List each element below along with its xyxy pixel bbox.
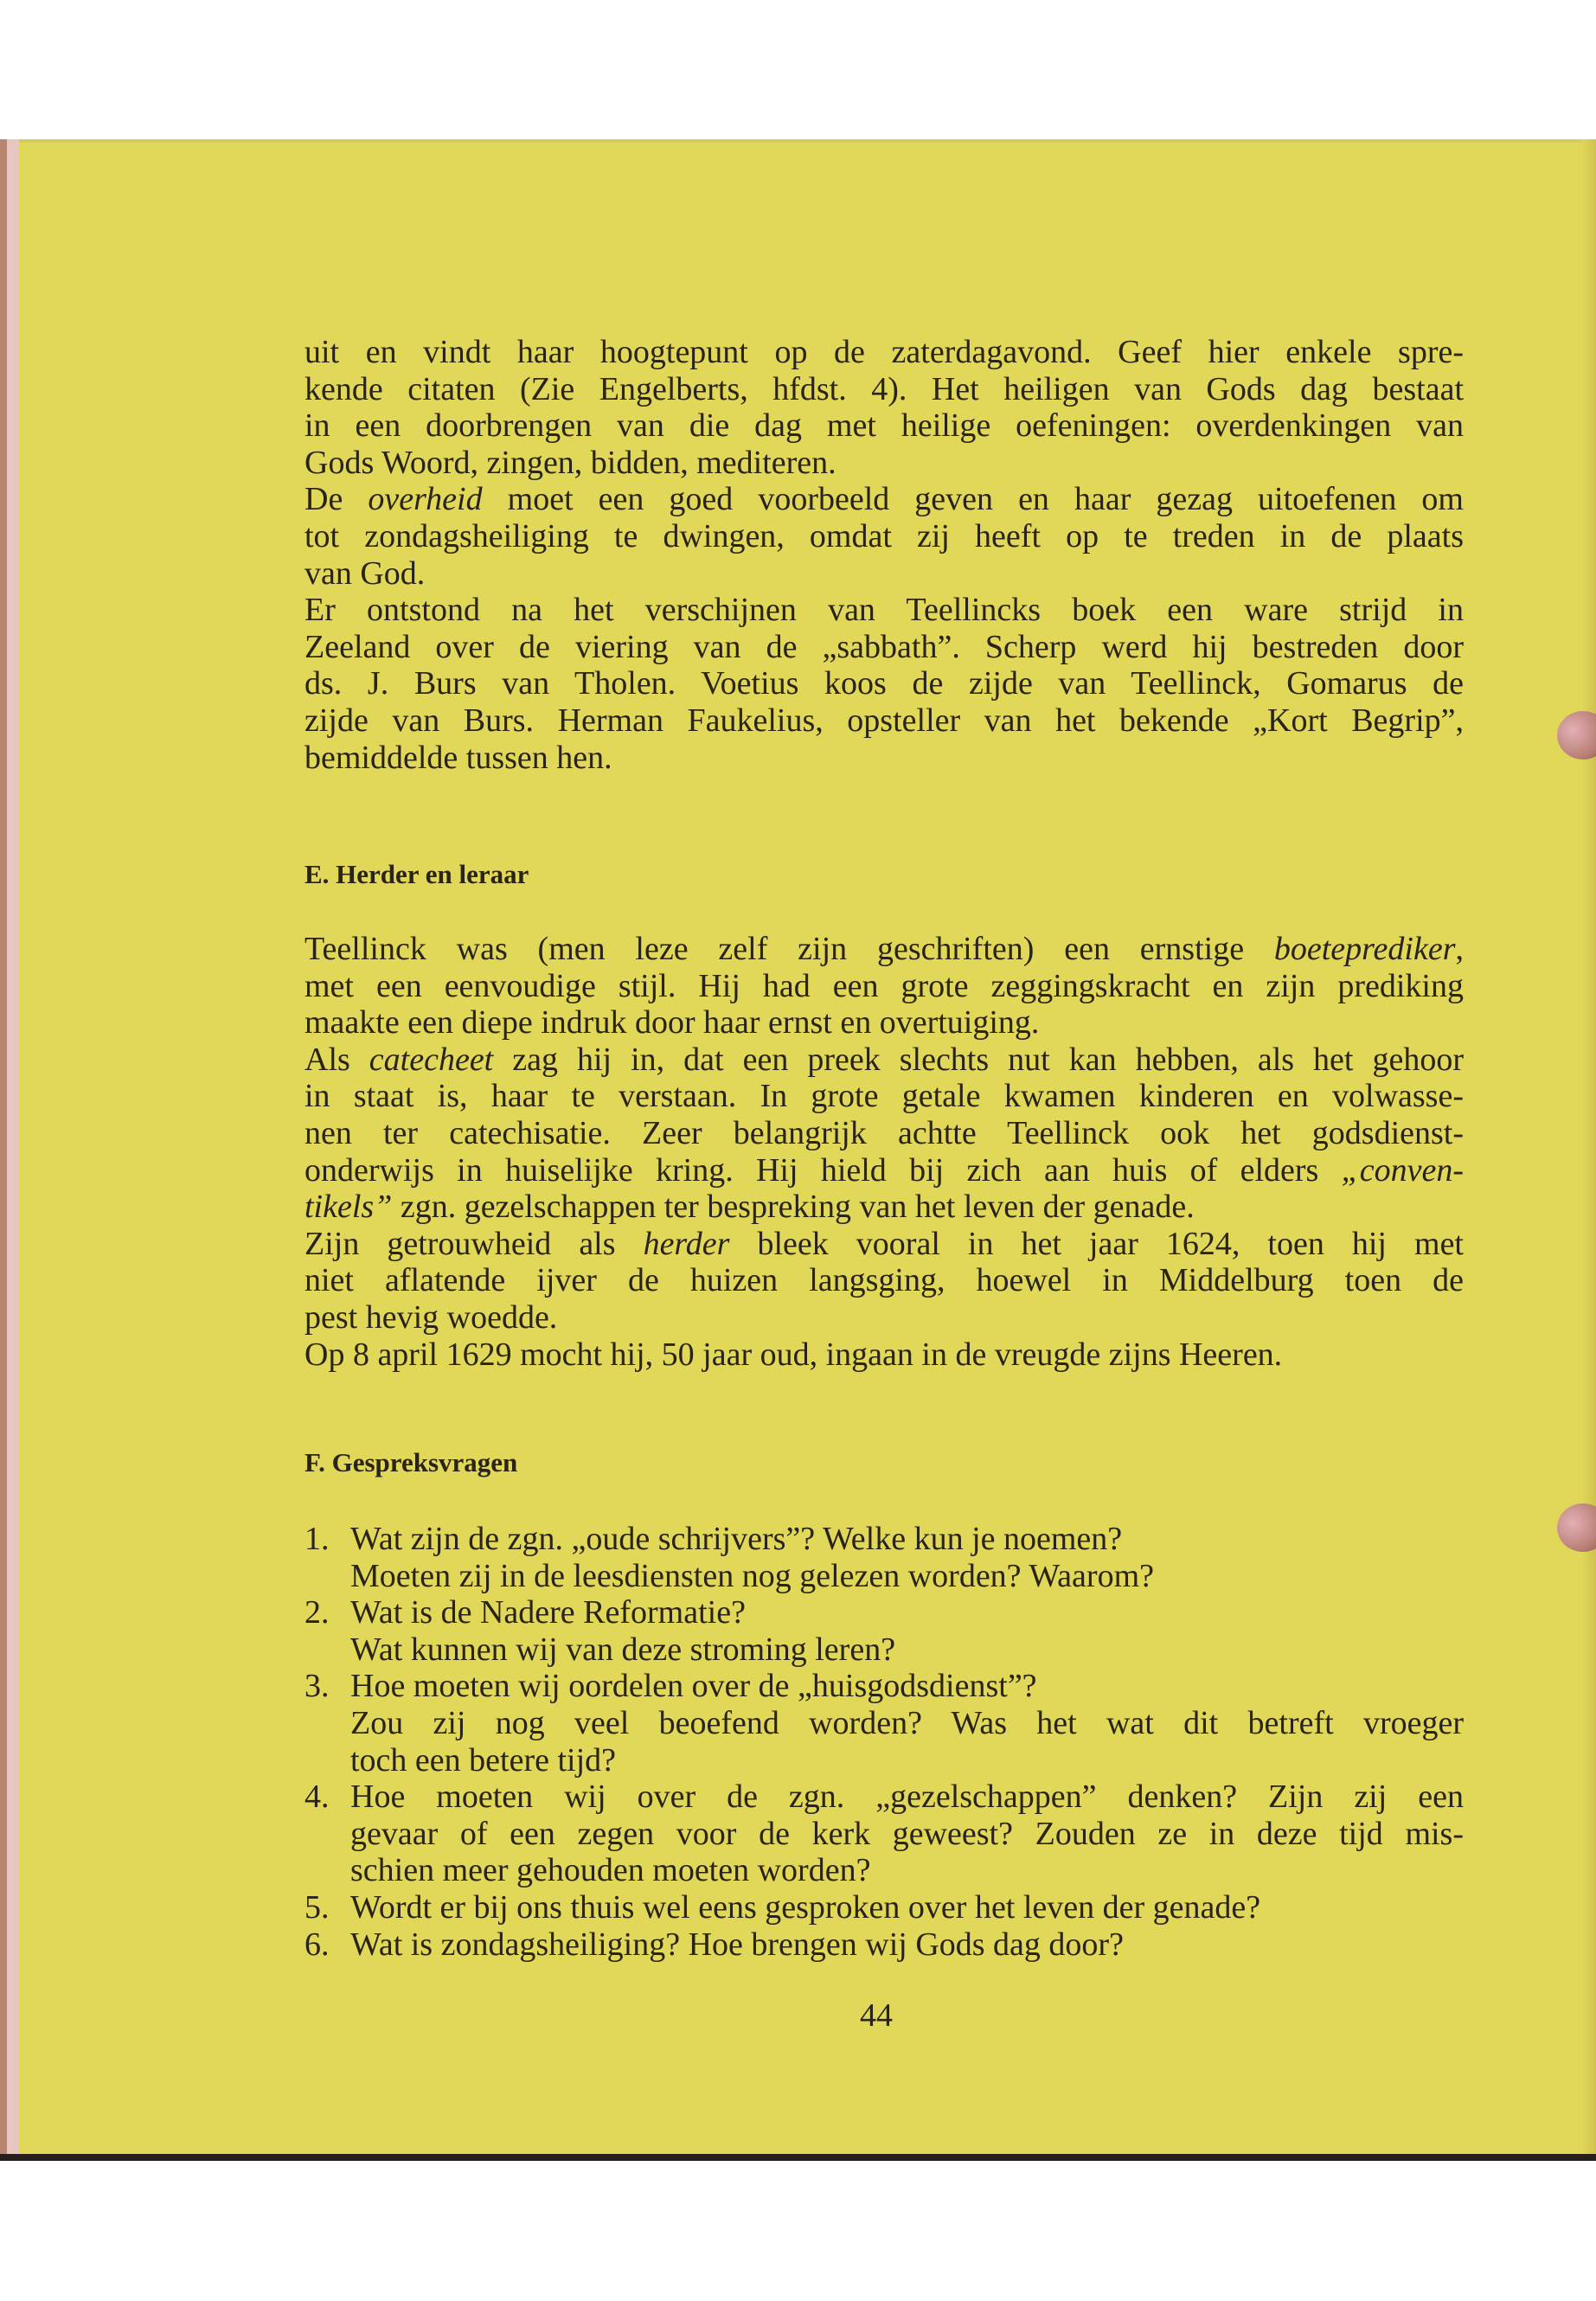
text-line: toch een betere tijd? — [350, 1741, 617, 1779]
binding-spine — [0, 139, 7, 2157]
question-item — [304, 1779, 1464, 1889]
question-text — [350, 1889, 1464, 1926]
question-number: 6. — [304, 1926, 330, 1963]
text-line: ds. J. Burs van Tholen. Voetius koos de zijde van Teellinck, Gomarus de — [304, 665, 1464, 702]
emphasis-text: „conven- — [1341, 1151, 1464, 1189]
text-run: zgn. gezelschappen ter bespreking van het leven der genade. — [392, 1189, 1195, 1226]
page-right-edge — [1581, 139, 1596, 2157]
text-line: nen ter catechisatie. Zeer belangrijk achtte Teellinck ook het godsdienst- — [304, 1114, 1464, 1151]
question-text — [350, 1521, 1464, 1594]
question-number: 5. — [304, 1888, 330, 1926]
text-run: bleek vooral in het jaar 1624, toen hij met — [729, 1225, 1464, 1262]
text-line: niet aflatende ijver de huizen langsging, hoewel in Middelburg toen de — [304, 1262, 1464, 1299]
page-number: 44 — [860, 1997, 893, 2034]
question-item — [304, 1889, 1464, 1926]
text-line: van God. — [304, 554, 426, 592]
text-run: Teellinck was (men leze zelf zijn geschriften) een ernstige — [304, 931, 1274, 967]
text-line: Wordt er bij ons thuis wel eens gesproken over het leven der genade? — [350, 1888, 1261, 1926]
text-line: uit en vindt haar hoogtepunt op de zaterdagavond. Geef hier enkele spre- — [304, 334, 1464, 370]
question-text — [350, 1779, 1464, 1889]
text-run: De — [304, 481, 369, 518]
text-line: bemiddelde tussen hen. — [304, 739, 612, 776]
question-item — [304, 1521, 1464, 1594]
text-line: Moeten zij in de leesdiensten nog gelezen worden? Waarom? — [350, 1557, 1154, 1594]
question-text — [350, 1926, 1464, 1964]
text-line: Er ontstond na het verschijnen van Teellincks boek een ware strijd in — [304, 592, 1464, 629]
text-line: schien meer gehouden moeten worden? — [350, 1852, 871, 1889]
text-run: , — [1455, 931, 1464, 967]
text-line: kende citaten (Zie Engelberts, hfdst. 4). Het heiligen van Gods dag bestaat — [304, 370, 1464, 407]
page-top-edge — [0, 139, 1596, 143]
text-line: Wat kunnen wij van deze stroming leren? — [350, 1631, 896, 1668]
question-text — [350, 1668, 1464, 1779]
text-line: maakte een diepe indruk door haar ernst en overtuiging. — [304, 1004, 1040, 1042]
text-run: moet een goed voorbeeld geven en haar gezag uitoefenen om — [482, 481, 1464, 518]
text-line — [304, 1152, 1464, 1189]
text-line — [304, 1042, 1464, 1079]
emphasis-text: herder — [643, 1225, 730, 1262]
text-line: Zou zij nog veel beoefend worden? Was het wat dit betreft vroeger — [350, 1704, 1464, 1741]
section-heading-f: F. Gespreksvragen — [304, 1447, 518, 1477]
question-number: 4. — [304, 1779, 330, 1816]
text-line — [304, 1226, 1464, 1263]
text-line: Op 8 april 1629 mocht hij, 50 jaar oud, ingaan in de vreugde zijns Heeren. — [304, 1336, 1283, 1373]
question-list — [304, 1521, 1464, 1963]
binding-pink-strip — [7, 139, 19, 2157]
text-run: Als — [304, 1041, 369, 1078]
text-line: Wat zijn de zgn. „oude schrijvers”? Welke kun je noemen? — [350, 1521, 1123, 1557]
text-line: Hoe moeten wij over de zgn. „gezelschappen” denken? Zijn zij een — [350, 1779, 1464, 1816]
question-number: 3. — [304, 1668, 330, 1705]
text-line: gevaar of een zegen voor de kerk geweest? Zouden ze in deze tijd mis- — [350, 1815, 1464, 1852]
text-line — [304, 931, 1464, 968]
text-line: Gods Woord, zingen, bidden, mediteren. — [304, 444, 836, 481]
text-line — [304, 481, 1464, 518]
text-run: onderwijs in huiselijke kring. Hij hield bij zich aan huis of elders — [304, 1151, 1342, 1189]
emphasis-text: tikels” — [304, 1189, 393, 1226]
emphasis-text: boeteprediker — [1273, 931, 1456, 967]
text-run: zag hij in, dat een preek slechts nut kan hebben, als het gehoor — [493, 1041, 1464, 1078]
text-line: tot zondagsheiliging te dwingen, omdat zij heeft op te treden in de plaats — [304, 517, 1464, 554]
page-bottom-edge — [0, 2154, 1596, 2161]
text-line: pest hevig woedde. — [304, 1298, 558, 1336]
question-item — [304, 1926, 1464, 1964]
emphasis-text: overheid — [368, 481, 483, 518]
question-number: 1. — [304, 1521, 330, 1557]
text-line: in een doorbrengen van die dag met heilige oefeningen: overdenkingen van — [304, 407, 1464, 445]
text-line: Hoe moeten wij oordelen over de „huisgodsdienst”? — [350, 1668, 1037, 1705]
text-line: Wat is de Nadere Reformatie? — [350, 1594, 746, 1631]
text-line: zijde van Burs. Herman Faukelius, opsteller van het bekende „Kort Begrip”, — [304, 702, 1464, 739]
emphasis-text: catecheet — [369, 1041, 494, 1078]
text-line — [304, 1189, 1464, 1226]
question-item — [304, 1668, 1464, 1779]
paragraphs-sabbath — [304, 334, 1464, 776]
text-line: met een eenvoudige stijl. Hij had een grote zeggingskracht en zijn prediking — [304, 967, 1464, 1004]
section-heading-e: E. Herder en leraar — [304, 859, 529, 889]
text-line: Wat is zondagsheiliging? Hoe brengen wij Gods dag door? — [350, 1926, 1124, 1963]
text-line: Zeeland over de viering van de „sabbath”. Scherp werd hij bestreden door — [304, 628, 1464, 665]
question-text — [350, 1594, 1464, 1668]
question-number: 2. — [304, 1594, 330, 1631]
section-e-body — [304, 931, 1464, 1373]
text-line: in staat is, haar te verstaan. In grote getale kwamen kinderen en volwasse- — [304, 1078, 1464, 1115]
question-item — [304, 1594, 1464, 1668]
text-run: Zijn getrouwheid als — [304, 1225, 644, 1262]
